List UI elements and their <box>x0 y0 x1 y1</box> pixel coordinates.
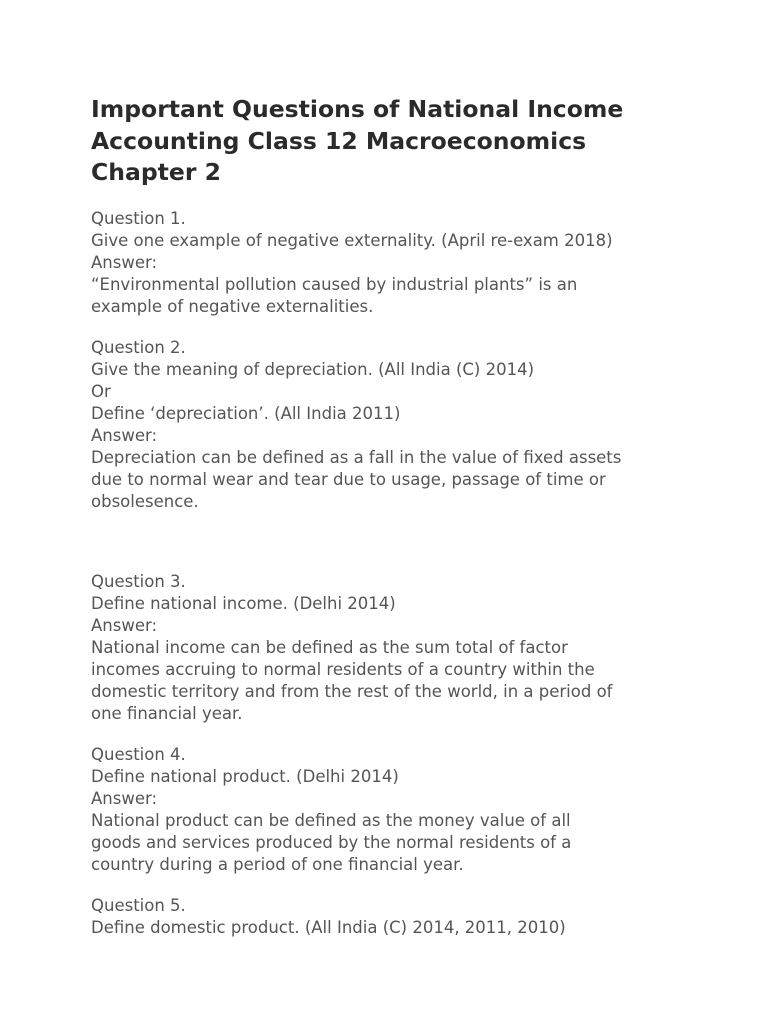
answer-text-line: domestic territory and from the rest of the world, in a period of <box>91 681 613 701</box>
answer-text-line: example of negative externalities. <box>91 296 374 316</box>
answer-text-line: “Environmental pollution caused by industrial plants” is an <box>91 274 578 294</box>
question-block-5 <box>91 895 691 939</box>
answer-text-line: obsolesence. <box>91 491 199 511</box>
document-page <box>91 94 691 939</box>
answer-text-line: due to normal wear and tear due to usage, passage of time or <box>91 469 606 489</box>
question-label: Question 2. <box>91 337 186 357</box>
question-block-1 <box>91 208 691 318</box>
answer-text-line: Depreciation can be defined as a fall in the value of fixed assets <box>91 447 622 467</box>
question-block-2 <box>91 337 691 513</box>
question-label: Question 1. <box>91 208 186 228</box>
answer-label: Answer: <box>91 252 158 272</box>
answer-text-line: one financial year. <box>91 703 243 723</box>
answer-text-line: National product can be defined as the money value of all <box>91 810 571 830</box>
answer-label: Answer: <box>91 788 158 808</box>
question-text: Give one example of negative externality. (April re-exam 2018) <box>91 230 613 250</box>
answer-label: Answer: <box>91 425 158 445</box>
question-label: Question 5. <box>91 895 186 915</box>
question-text-alt: Define ‘depreciation’. (All India 2011) <box>91 403 401 423</box>
answer-text-line: goods and services produced by the normal residents of a <box>91 832 572 852</box>
answer-text-line: country during a period of one financial year. <box>91 854 464 874</box>
answer-text-line: incomes accruing to normal residents of a country within the <box>91 659 595 679</box>
question-label: Question 4. <box>91 744 186 764</box>
question-block-4 <box>91 744 691 876</box>
question-text: Define national income. (Delhi 2014) <box>91 593 396 613</box>
question-block-3 <box>91 571 691 725</box>
answer-label: Answer: <box>91 615 158 635</box>
question-text: Define domestic product. (All India (C) 2014, 2011, 2010) <box>91 917 566 937</box>
question-label: Question 3. <box>91 571 186 591</box>
or-label: Or <box>91 381 111 401</box>
page-title: Important Questions of National Income Accounting Class 12 Macroeconomics Chapter 2 <box>91 95 624 186</box>
answer-text-line: National income can be defined as the sum total of factor <box>91 637 568 657</box>
question-text: Give the meaning of depreciation. (All India (C) 2014) <box>91 359 535 379</box>
question-text: Define national product. (Delhi 2014) <box>91 766 399 786</box>
